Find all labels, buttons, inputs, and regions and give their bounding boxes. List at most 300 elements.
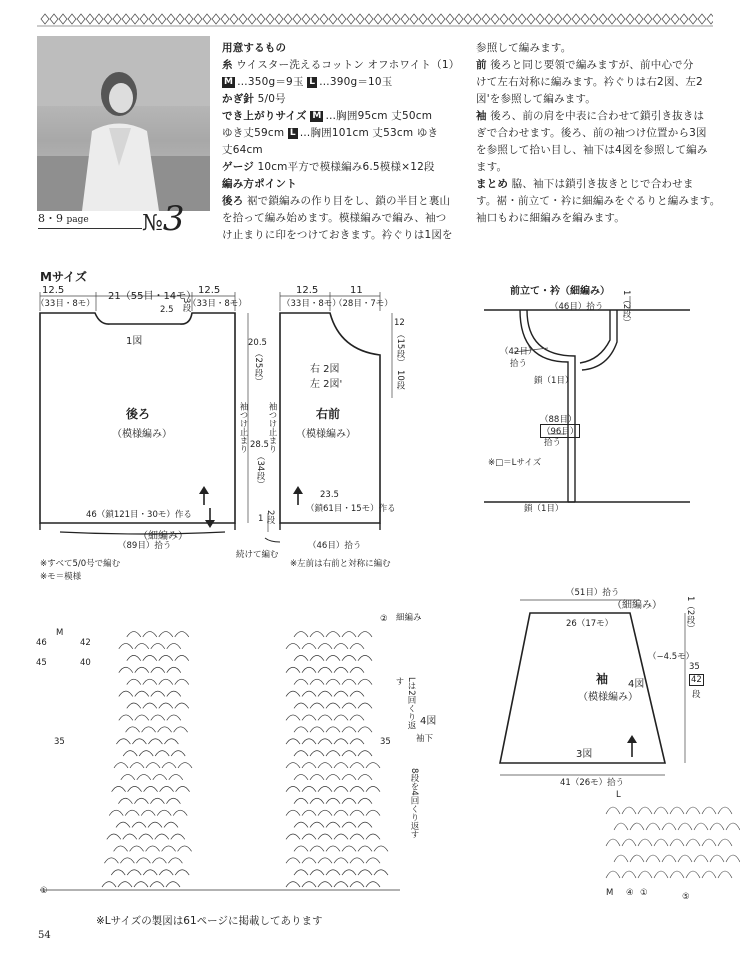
hook-label: かぎ針 xyxy=(222,93,255,105)
chart-stitch xyxy=(143,632,157,637)
chart-fig4-sub: 袖下 xyxy=(416,734,434,744)
detail-stitch xyxy=(686,839,700,846)
back-text-3: け止まりに印をつけておきます。衿ぐりは1図を xyxy=(222,229,453,241)
chart-stitch xyxy=(366,763,380,768)
chart-stitch xyxy=(350,763,364,768)
chart-stitch xyxy=(107,834,121,839)
chart-stitch xyxy=(112,786,126,791)
model-photo xyxy=(37,36,210,211)
detail-stitch xyxy=(718,807,732,814)
border-diamond xyxy=(419,14,427,24)
detail-stitch xyxy=(614,855,628,862)
border-diamond xyxy=(500,14,508,24)
detail-stitch xyxy=(614,823,628,830)
materials-column xyxy=(222,40,462,244)
chart-stitch xyxy=(286,763,300,768)
chart-stitch xyxy=(358,751,372,756)
chart-stitch xyxy=(143,703,157,708)
howto-heading: 編み方ポイント xyxy=(222,178,297,190)
footer-note: ※Lサイズの製図は61ページに掲載してあります xyxy=(96,915,323,927)
chart-stitch xyxy=(358,870,372,875)
chart-repeat-2: 8段を4回くり返す xyxy=(409,768,419,839)
border-diamond xyxy=(518,14,526,24)
finish-2: す。裾・前立て・衿に細編みをぐるりと編みます。 xyxy=(476,195,721,207)
crochet-chart xyxy=(30,605,460,910)
chart-stitch xyxy=(302,810,316,815)
border-diamond xyxy=(383,14,391,24)
chart-stitch xyxy=(350,858,364,863)
chart-stitch xyxy=(294,798,308,803)
border-diamond xyxy=(464,14,472,24)
chart-stitch xyxy=(127,679,141,684)
detail-stitch xyxy=(638,871,652,878)
chart-stitch xyxy=(302,858,316,863)
chart-stitch xyxy=(173,810,187,815)
detail-stitch xyxy=(726,823,740,830)
sleeve-top-width: 26（17モ） xyxy=(566,619,614,629)
chart-stitch xyxy=(123,834,137,839)
chart-stitch xyxy=(159,632,173,637)
detail-stitch xyxy=(630,855,644,862)
chart-stitch xyxy=(326,822,340,827)
placket-l-size: ※□＝Lサイズ xyxy=(488,458,542,468)
border-diamond xyxy=(572,14,580,24)
front-dim-left: 12.5 xyxy=(296,285,319,296)
page-ref-word: page xyxy=(66,215,89,225)
border-diamond xyxy=(482,14,490,24)
chart-stitch xyxy=(294,870,308,875)
detail-stitch xyxy=(638,839,652,846)
chart-stitch xyxy=(318,786,332,791)
back-dim-right-sub: （33目・8モ） xyxy=(188,299,247,309)
chart-stitch xyxy=(135,643,149,648)
chart-stitch xyxy=(159,655,173,660)
border-diamond xyxy=(401,14,409,24)
chart-edge-label: 細編み xyxy=(396,613,422,623)
chart-stitch xyxy=(175,870,189,875)
chart-stitch xyxy=(350,691,364,696)
border-diamond xyxy=(284,14,292,24)
chart-stitch xyxy=(162,846,176,851)
front-width: 23.5 xyxy=(320,490,339,500)
detail-stitch xyxy=(670,839,684,846)
border-diamond xyxy=(662,14,670,24)
chart-stitch xyxy=(342,751,356,756)
materials-heading: 用意するもの xyxy=(222,42,287,54)
back-pick: （89目）拾う xyxy=(118,541,172,551)
chart-stitch xyxy=(318,691,332,696)
chart-stitch xyxy=(286,715,300,720)
chart-stitch xyxy=(358,822,372,827)
chart-stitch xyxy=(334,858,348,863)
front-fig-r: 右 2図 xyxy=(310,364,340,375)
front-dim-right: 11 xyxy=(350,285,363,296)
detail-stitch xyxy=(694,823,708,830)
chart-stitch xyxy=(326,798,340,803)
chart-stitch xyxy=(310,679,324,684)
sleeve-1: 後ろ、前の肩を中表に合わせて鎖引き抜きは xyxy=(490,110,705,122)
sleeve-fig3: 3図 xyxy=(576,749,593,760)
front-hem-rows: 2段 xyxy=(265,510,275,524)
detail-stitch xyxy=(622,871,636,878)
placket-pick-neck: （46目）拾う xyxy=(550,302,604,312)
chart-stitch xyxy=(310,822,324,827)
border-diamond xyxy=(410,14,418,24)
detail-stitch xyxy=(630,823,644,830)
yarn-text: ウイスター洗えるコットン オフホワイト（1） xyxy=(236,59,460,71)
chart-stitch xyxy=(178,763,192,768)
chart-stitch xyxy=(302,739,316,744)
chart-stitch xyxy=(143,655,157,660)
chart-row-45: 45 xyxy=(36,658,47,668)
back-label: 後ろ xyxy=(222,195,244,207)
border-diamond xyxy=(131,14,139,24)
chart-stitch xyxy=(350,786,364,791)
border-diamond xyxy=(122,14,130,24)
chart-stitch xyxy=(121,774,135,779)
chart-stitch xyxy=(310,632,324,637)
chart-stitch xyxy=(366,858,380,863)
chart-stitch xyxy=(334,882,348,887)
border-diamond xyxy=(95,14,103,24)
border-diamond xyxy=(77,14,85,24)
yarn-label: 糸 xyxy=(222,59,233,71)
placket-pick-88: （88目） xyxy=(540,415,577,425)
finish-1: 脇、袖下は鎖引き抜きとじで合わせま xyxy=(511,178,694,190)
front-neck-15: （15段） xyxy=(395,330,405,367)
chart-stitch xyxy=(294,822,308,827)
chart-stitch xyxy=(342,703,356,708)
back-dim-left-sub: （33目・8モ） xyxy=(36,299,95,309)
border-diamond xyxy=(221,14,229,24)
detail-stitch xyxy=(654,839,668,846)
front-2: けて左右対称に編みます。衿ぐりは右2図、左2 xyxy=(476,76,703,88)
gauge-text: 10cm平方で模様編み6.5模様×12段 xyxy=(257,161,435,173)
chart-stitch xyxy=(342,679,356,684)
chart-stitch xyxy=(120,858,134,863)
border-diamond xyxy=(680,14,688,24)
sleeve-4: ます。 xyxy=(476,161,508,173)
front-pick: （46目）拾う xyxy=(308,541,362,551)
back-pattern: （模様編み） xyxy=(112,429,172,440)
border-diamond xyxy=(356,14,364,24)
chart-stitch xyxy=(334,786,348,791)
sleeve-length-l: 42 xyxy=(691,675,702,685)
finished-label: でき上がりサイズ xyxy=(222,110,307,122)
border-diamond xyxy=(347,14,355,24)
page-number: 54 xyxy=(38,930,51,941)
chart-stitch xyxy=(111,870,125,875)
chart-stitch xyxy=(286,882,300,887)
detail-stitch xyxy=(654,807,668,814)
border-diamond xyxy=(194,14,202,24)
hook-text: 5/0号 xyxy=(257,93,286,105)
size-m-badge: M xyxy=(224,77,234,87)
chart-stitch xyxy=(144,786,158,791)
chart-stitch xyxy=(104,858,118,863)
chart-stitch xyxy=(148,822,162,827)
detail-l-label: L xyxy=(616,790,621,800)
chart-stitch xyxy=(342,632,356,637)
chart-stitch xyxy=(118,798,132,803)
chart-stitch xyxy=(326,751,340,756)
chart-stitch xyxy=(137,774,151,779)
chart-stitch xyxy=(169,774,183,779)
chart-stitch xyxy=(167,667,181,672)
chart-stitch xyxy=(342,655,356,660)
chart-stitch xyxy=(151,715,165,720)
chart-stitch xyxy=(175,703,189,708)
chart-stitch xyxy=(358,632,372,637)
border-diamond xyxy=(41,14,49,24)
chart-bottom-1: ① xyxy=(40,886,48,896)
back-stop: 袖つけ止まり xyxy=(238,402,248,453)
detail-stitch xyxy=(694,855,708,862)
back-dim-mid: 21（55目・14モ） xyxy=(108,291,197,302)
chart-stitch xyxy=(302,643,316,648)
instr-line-1: 参照して編みます。 xyxy=(476,42,572,54)
chart-stitch xyxy=(342,822,356,827)
border-diamond xyxy=(626,14,634,24)
chart-stitch xyxy=(334,667,348,672)
chart-row-35-left: 35 xyxy=(54,737,65,747)
chart-stitch xyxy=(118,882,132,887)
detail-chart xyxy=(600,790,740,890)
chart-stitch xyxy=(130,763,144,768)
chart-stitch xyxy=(286,667,300,672)
chart-stitch xyxy=(127,870,141,875)
finished-m2: ゆき丈59cm xyxy=(222,127,285,139)
chart-stitch xyxy=(350,834,364,839)
detail-circ-4: ④ xyxy=(626,888,634,898)
placket-pick-42: （42目） xyxy=(500,347,537,357)
front-neck-12: 12 xyxy=(394,318,405,328)
detail-stitch xyxy=(718,871,732,878)
border-diamond xyxy=(599,14,607,24)
chart-stitch xyxy=(130,846,144,851)
chart-stitch xyxy=(286,691,300,696)
chart-stitch xyxy=(334,834,348,839)
detail-stitch xyxy=(622,807,636,814)
chart-stitch xyxy=(174,727,188,732)
chart-stitch xyxy=(114,846,128,851)
chart-stitch xyxy=(358,798,372,803)
border-diamond xyxy=(158,14,166,24)
detail-stitch xyxy=(606,871,620,878)
border-diamond xyxy=(698,14,706,24)
chart-stitch xyxy=(310,846,324,851)
chart-stitch xyxy=(119,667,133,672)
size-l-badge: L xyxy=(309,77,316,87)
detail-stitch xyxy=(702,871,716,878)
chart-stitch xyxy=(366,786,380,791)
chart-stitch xyxy=(302,763,316,768)
chart-stitch xyxy=(342,846,356,851)
border-diamond xyxy=(392,14,400,24)
chart-stitch xyxy=(132,739,146,744)
placket-chain-1: 鎖（1目） xyxy=(534,376,574,386)
chart-stitch xyxy=(318,882,332,887)
detail-stitch xyxy=(686,871,700,878)
chart-stitch xyxy=(350,715,364,720)
chart-stitch xyxy=(127,632,141,637)
back-neck-rows: 3段 xyxy=(181,298,191,312)
chart-stitch xyxy=(119,643,133,648)
chart-stitch xyxy=(358,846,372,851)
detail-stitch xyxy=(678,855,692,862)
chart-stitch xyxy=(294,632,308,637)
detail-stitch xyxy=(702,839,716,846)
border-diamond xyxy=(104,14,112,24)
border-diamond xyxy=(563,14,571,24)
chart-stitch xyxy=(366,810,380,815)
border-diamond xyxy=(140,14,148,24)
chart-stitch xyxy=(155,834,169,839)
chart-stitch xyxy=(318,763,332,768)
chart-stitch xyxy=(342,727,356,732)
chart-stitch xyxy=(342,870,356,875)
chart-stitch xyxy=(166,798,180,803)
yarn-m: …350g＝9玉 xyxy=(237,76,304,88)
chart-stitch xyxy=(126,727,140,732)
border-diamond xyxy=(644,14,652,24)
chart-stitch xyxy=(159,703,173,708)
chart-stitch xyxy=(374,870,388,875)
chart-stitch xyxy=(286,739,300,744)
sleeve-pattern: （模様編み） xyxy=(578,692,638,703)
decorative-border xyxy=(37,13,713,27)
chart-stitch xyxy=(310,751,324,756)
pattern-number xyxy=(142,199,184,239)
border-diamond xyxy=(455,14,463,24)
placket-pick-42b: 拾う xyxy=(510,359,528,369)
detail-stitch xyxy=(718,839,732,846)
chart-stitch xyxy=(334,715,348,720)
chart-stitch xyxy=(342,798,356,803)
border-diamond xyxy=(239,14,247,24)
chart-stitch xyxy=(294,655,308,660)
chart-row-46: 46 xyxy=(36,638,47,648)
sleeve-dec: （−4.5モ） xyxy=(648,652,695,662)
border-diamond xyxy=(536,14,544,24)
front-note: ※左前は右前と対称に編む xyxy=(290,559,391,569)
border-diamond xyxy=(266,14,274,24)
detail-stitch xyxy=(638,807,652,814)
chart-stitch xyxy=(143,870,157,875)
chart-stitch xyxy=(318,810,332,815)
border-diamond xyxy=(248,14,256,24)
size-l-badge-2: L xyxy=(289,128,296,138)
border-diamond xyxy=(428,14,436,24)
chart-stitch xyxy=(350,643,364,648)
chart-stitch xyxy=(141,810,155,815)
chart-stitch xyxy=(286,858,300,863)
chart-row-42: 42 xyxy=(80,638,91,648)
chart-stitch xyxy=(286,786,300,791)
note-pattern: ※モ＝模様 xyxy=(40,572,82,582)
placket-chain-1b: 鎖（1目） xyxy=(524,504,564,514)
chart-stitch xyxy=(151,643,165,648)
chart-stitch xyxy=(326,679,340,684)
chart-stitch xyxy=(310,774,324,779)
detail-circ-5: ⑤ xyxy=(682,892,690,902)
chart-stitch xyxy=(310,655,324,660)
front-pattern: （模様編み） xyxy=(296,429,356,440)
chart-stitch xyxy=(127,655,141,660)
detail-stitch xyxy=(678,823,692,830)
chart-stitch xyxy=(318,643,332,648)
placket-pick-88b: 拾う xyxy=(544,438,562,448)
border-diamond xyxy=(167,14,175,24)
finish-label: まとめ xyxy=(476,178,509,190)
front-stop: 袖つけ止まり xyxy=(267,402,277,453)
chart-stitch xyxy=(175,632,189,637)
chart-stitch xyxy=(134,882,148,887)
detail-stitch xyxy=(662,823,676,830)
front-label: 前 xyxy=(476,59,487,71)
chart-stitch xyxy=(132,822,146,827)
back-side-rows: （34段） xyxy=(255,452,265,489)
placket-pick-96: （96目） xyxy=(540,424,580,438)
border-diamond xyxy=(671,14,679,24)
chart-stitch xyxy=(162,763,176,768)
chart-stitch xyxy=(119,715,133,720)
chart-stitch xyxy=(318,667,332,672)
front-continue: 続けて編む xyxy=(236,550,279,560)
border-diamond xyxy=(293,14,301,24)
chart-stitch xyxy=(153,774,167,779)
chart-stitch xyxy=(326,727,340,732)
chart-stitch xyxy=(334,739,348,744)
front-3: 図'を参照して編みます。 xyxy=(476,93,596,105)
border-diamond xyxy=(545,14,553,24)
detail-stitch xyxy=(670,807,684,814)
chart-stitch xyxy=(155,751,169,756)
chart-stitch xyxy=(146,846,160,851)
border-diamond xyxy=(707,14,713,24)
chart-stitch xyxy=(350,739,364,744)
chart-stitch xyxy=(326,846,340,851)
detail-stitch xyxy=(710,823,724,830)
front-neck-10: 10段 xyxy=(395,370,405,390)
chart-m-label: M xyxy=(56,628,64,638)
detail-stitch xyxy=(726,855,740,862)
chart-stitch xyxy=(302,715,316,720)
border-diamond xyxy=(68,14,76,24)
sleeve-label: 袖 xyxy=(476,110,487,122)
chart-stitch xyxy=(294,774,308,779)
chart-repeat-1: Lは2回くり返す xyxy=(394,677,416,730)
chart-stitch xyxy=(167,691,181,696)
back-text-2: を拾って編み始めます。模様編みで編み、袖つ xyxy=(222,212,447,224)
border-diamond xyxy=(302,14,310,24)
chart-stitch xyxy=(286,810,300,815)
back-side: 28.5 xyxy=(250,440,269,450)
border-diamond xyxy=(689,14,697,24)
chart-stitch xyxy=(358,727,372,732)
gauge-label: ゲージ xyxy=(222,161,254,173)
chart-stitch xyxy=(128,786,142,791)
chart-stitch xyxy=(135,667,149,672)
chart-stitch xyxy=(302,667,316,672)
chart-stitch xyxy=(350,882,364,887)
instructions-column xyxy=(476,40,726,227)
chart-fig4-title: 4図 xyxy=(420,716,437,727)
border-diamond xyxy=(653,14,661,24)
chart-stitch xyxy=(152,858,166,863)
chart-row-35-right: 35 xyxy=(380,737,391,747)
chart-stitch xyxy=(334,810,348,815)
